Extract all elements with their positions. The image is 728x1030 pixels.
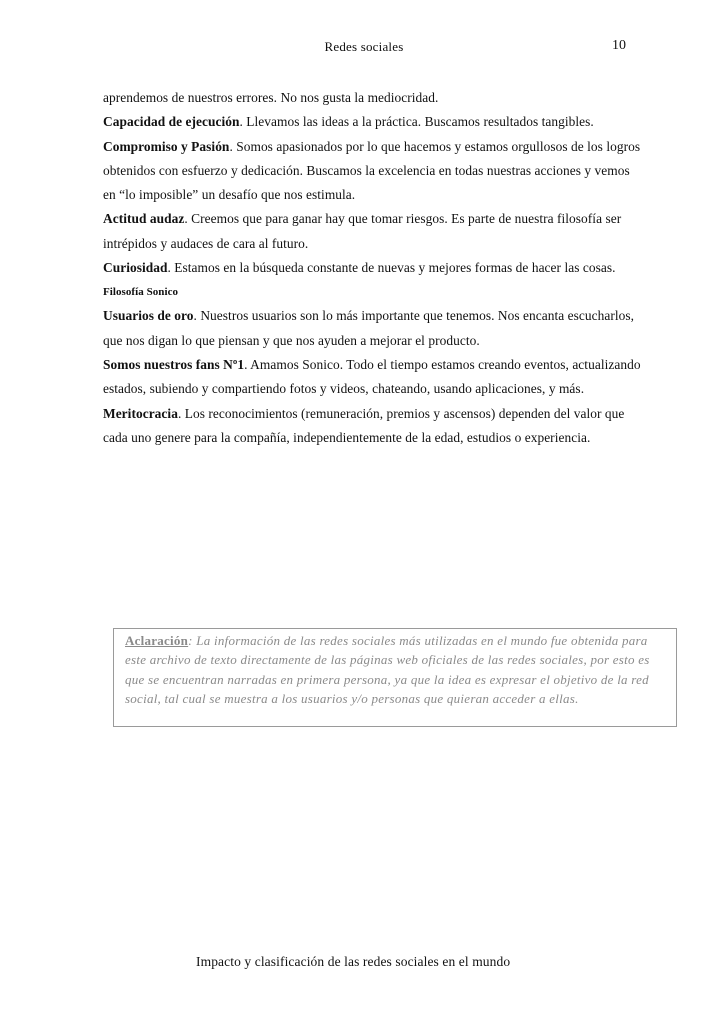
value-term: Somos nuestros fans Nº1	[103, 356, 245, 372]
paragraph	[103, 86, 643, 110]
paragraph	[103, 256, 643, 280]
value-term: Usuarios de oro	[103, 308, 194, 324]
paragraph-text: . Nuestros usuarios son lo más importante que tenemos. Nos encanta escucharlos, que nos digan lo que piensan y que nos ayuden a mejorar el producto.	[103, 308, 635, 348]
paragraph-text: . Estamos en la búsqueda constante de nuevas y mejores formas de hacer las cosas.	[167, 260, 616, 276]
paragraph-text: aprendemos de nuestros errores. No nos gusta la mediocridad.	[103, 90, 439, 105]
section-subheading: Filosofía Sonico	[103, 286, 179, 299]
clarification-note-box	[113, 628, 677, 727]
paragraph	[103, 402, 643, 451]
paragraph-text: . Creemos que para ganar hay que tomar riesgos. Es parte de nuestra filosofía ser intrépidos y audaces de cara al futuro.	[103, 211, 622, 251]
note-text: : La información de las redes sociales más utilizadas en el mundo fue obtenida para este archivo de texto directamente de las páginas web oficiales de las redes sociales, por esto es que se encuentran narradas en primera persona, ya que la idea es expresar el objetivo de la red social, tal cual se muestra a los usuarios y/o personas que quieran acceder a ellas.	[125, 633, 650, 707]
value-term: Meritocracia	[103, 405, 178, 421]
value-term: Capacidad de ejecución	[103, 114, 240, 130]
value-term: Actitud audaz	[103, 211, 185, 227]
paragraph-text: . Llevamos las ideas a la práctica. Buscamos resultados tangibles.	[239, 114, 594, 130]
paragraph-text: . Amamos Sonico. Todo el tiempo estamos creando eventos, actualizando estados, subiendo y compartiendo fotos y videos, chateando, usando aplicaciones, y más.	[103, 356, 641, 397]
paragraph-text: . Somos apasionados por lo que hacemos y estamos orgullosos de los logros obtenidos con esfuerzo y dedicación. Buscamos la excelencia en todas nuestras acciones y vemos en “lo imposible” un desafío que nos estimula.	[103, 138, 641, 203]
header-title: Redes sociales	[324, 39, 404, 54]
note-label: Aclaración	[125, 633, 189, 648]
paragraph-text: . Los reconocimientos (remuneración, premios y ascensos) dependen del valor que cada uno genere para la compañía, independientemente de la edad, estudios o experiencia.	[103, 405, 625, 445]
page-number: 10	[612, 38, 626, 53]
paragraph	[103, 135, 643, 208]
paragraph	[103, 353, 643, 402]
value-term: Curiosidad	[103, 260, 168, 276]
paragraph	[103, 304, 643, 353]
value-term: Compromiso y Pasión	[103, 138, 230, 154]
paragraph	[103, 207, 643, 256]
page-footer: Impacto y clasificación de las redes sociales en el mundo	[196, 954, 511, 969]
document-body	[103, 86, 643, 450]
paragraph	[103, 110, 643, 134]
